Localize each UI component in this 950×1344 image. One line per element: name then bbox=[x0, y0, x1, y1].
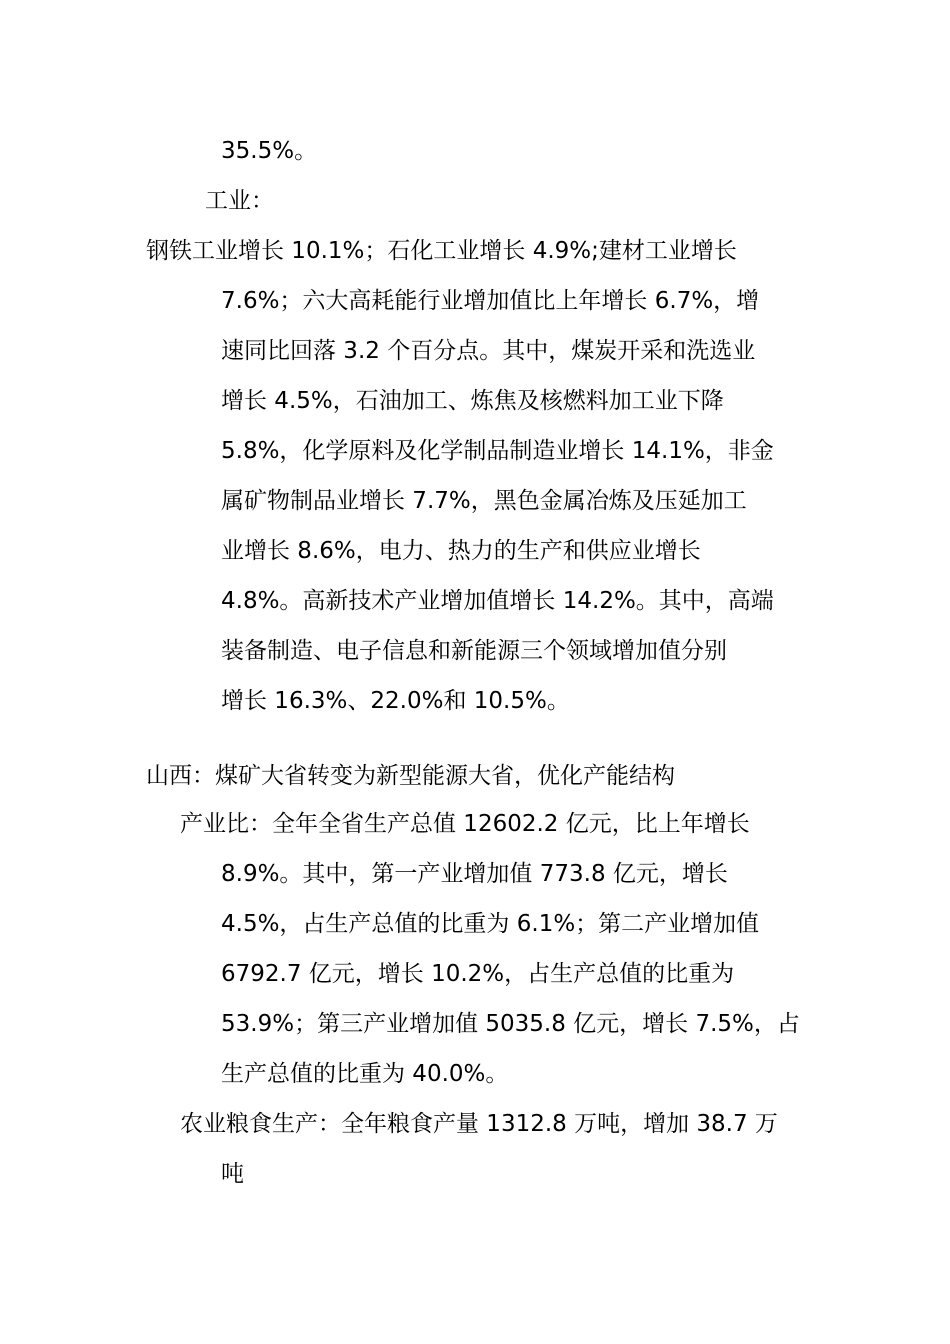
industry-ratio-line-1: 产业比：全年全省生产总值 12602.2 亿元，比上年增长 bbox=[180, 811, 750, 837]
industry-line-2: 7.6%；六大高耗能行业增加值比上年增长 6.7%，增 bbox=[221, 288, 760, 314]
industry-line-10: 增长 16.3%、22.0%和 10.5%。 bbox=[221, 688, 570, 714]
grain-line-2: 吨 bbox=[221, 1161, 244, 1187]
industry-ratio-line-3: 4.5%，占生产总值的比重为 6.1%；第二产业增加值 bbox=[221, 911, 760, 937]
industry-line-7: 业增长 8.6%，电力、热力的生产和供应业增长 bbox=[221, 538, 701, 564]
industry-ratio-line-6: 生产总值的比重为 40.0%。 bbox=[221, 1061, 509, 1087]
industry-line-5: 5.8%，化学原料及化学制品制造业增长 14.1%，非金 bbox=[221, 438, 774, 464]
industry-line-9: 装备制造、电子信息和新能源三个领域增加值分别 bbox=[221, 638, 727, 664]
industry-ratio-line-4: 6792.7 亿元，增长 10.2%，占生产总值的比重为 bbox=[221, 961, 735, 987]
industry-heading: 工业： bbox=[205, 188, 274, 214]
intro-line-1: 35.5%。 bbox=[221, 138, 318, 164]
industry-line-8: 4.8%。高新技术产业增加值增长 14.2%。其中，高端 bbox=[221, 588, 774, 614]
industry-line-3: 速同比回落 3.2 个百分点。其中，煤炭开采和洗选业 bbox=[221, 338, 756, 364]
industry-ratio-line-5: 53.9%；第三产业增加值 5035.8 亿元，增长 7.5%，占 bbox=[221, 1011, 800, 1037]
grain-line-1: 农业粮食生产：全年粮食产量 1312.8 万吨，增加 38.7 万 bbox=[180, 1111, 778, 1137]
industry-line-6: 属矿物制品业增长 7.7%，黑色金属冶炼及压延加工 bbox=[221, 488, 747, 514]
industry-line-1: 钢铁工业增长 10.1%；石化工业增长 4.9%;建材工业增长 bbox=[146, 238, 737, 264]
industry-ratio-line-2: 8.9%。其中，第一产业增加值 773.8 亿元，增长 bbox=[221, 861, 728, 887]
shanxi-heading: 山西：煤矿大省转变为新型能源大省，优化产能结构 bbox=[146, 763, 675, 789]
industry-line-4: 增长 4.5%，石油加工、炼焦及核燃料加工业下降 bbox=[221, 388, 724, 414]
